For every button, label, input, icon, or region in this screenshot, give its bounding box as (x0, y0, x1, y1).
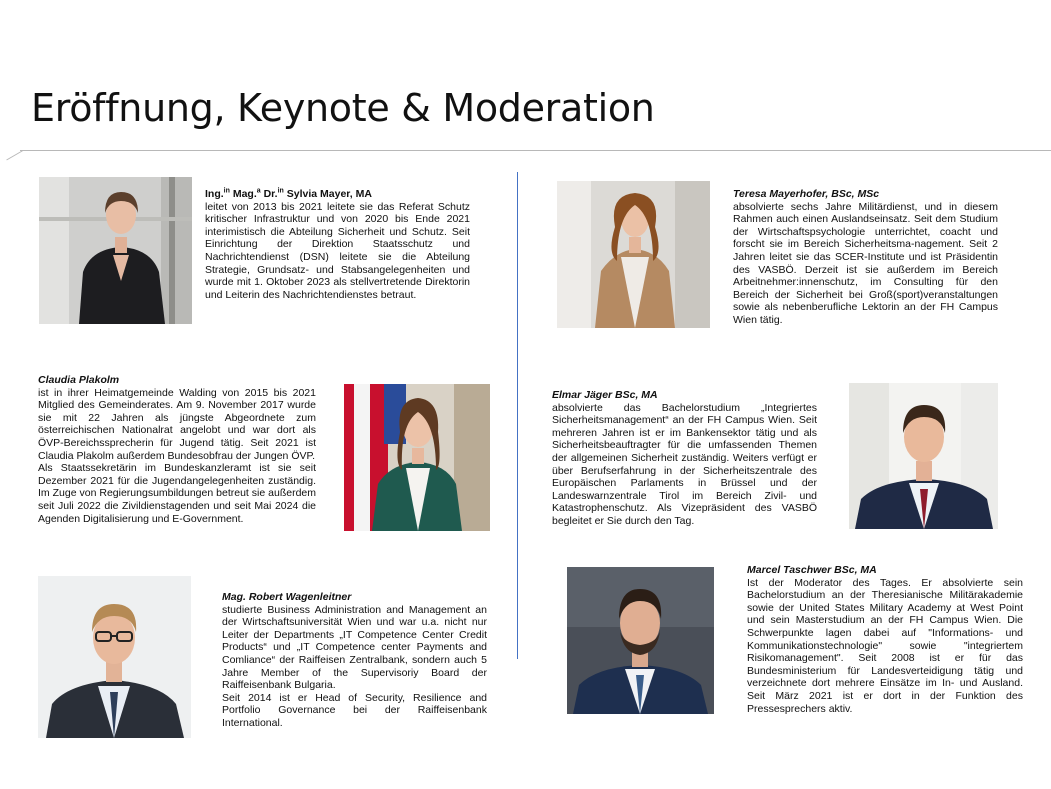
speaker-bio-text: studierte Business Administration and Management an der Wirtschaftsuniversität Wien und war u.a. nicht nur Leiter der Departments „IT Competence Center Credit Products“ und „IT Competence center Payments and Comliance“ der Raiffeisen Zentralbank, sondern auch 5 Jahre Member of the Supervisoriy Board der Raiffeisenbank Bulgaria. (222, 603, 487, 692)
speaker-bio-sylvia-mayer (205, 188, 470, 301)
speaker-photo-sylvia-mayer (39, 177, 192, 324)
title-underline (20, 150, 1051, 151)
title-underline-slant (6, 150, 23, 160)
speaker-photo-robert-wagenleitner (38, 576, 191, 738)
speaker-photo-teresa-mayerhofer (557, 181, 710, 328)
speaker-name: Elmar Jäger BSc, MA (552, 389, 658, 401)
speaker-bio-text: ist in ihrer Heimatgemeinde Walding von 2015 bis 2021 Mitglied des Gemeinderates. Am 9. November 2017 wurde sie mit 22 Jahren als jüngste Abgeordnete zum österreichischen Nationalrat angelobt und war dort als ÖVP-Bereichssprecherin für Jugend tätig. Seit 2021 ist Claudia Plakolm außerdem Bundesobfrau der Jungen ÖVP. (38, 386, 316, 462)
speaker-bio-robert-wagenleitner (222, 591, 487, 730)
speaker-bio-text: Ist der Moderator des Tages. Er absolvierte sein Bachelorstudium an der Theresianische Militärakademie sowie der United States Military Academy at West Point und sein Masterstudium an der FH Campus Wien. Die Schwerpunkte lagen dabei auf "Informations- und Kommunikationstechnologie" sowie "integriertem Risikomanagement". Seit 2008 ist er für das Bundesministerium für Landesverteidigung tätig und verzeichnete dort mehrere Einsätze im In- und Ausland. Seit März 2021 ist er dort in der Funktion des Pressesprechers aktiv. (747, 576, 1023, 715)
column-divider (517, 172, 518, 659)
speaker-bio-elmar-jaeger (552, 389, 817, 528)
speaker-name: Claudia Plakolm (38, 374, 120, 386)
speaker-name: Teresa Mayerhofer, BSc, MSc (733, 188, 880, 200)
speaker-bio-marcel-taschwer (747, 564, 1023, 715)
speaker-name: Ing.$^{in}$ Mag.$^a$ Dr.$^{in}$ Sylvia Mayer, MA (205, 187, 372, 200)
speaker-bio-text: absolvierte das Bachelorstudium „Integriertes Sicherheitsmanagement“ an der FH Campus Wien. Seit mehreren Jahren ist er im Bankensektor tätig und als Sicherheitsbeauftragter für die umfassenden Themen der allgemeinen Sicherheit zuständig. Weiters verfügt er über Berufserfahrung in der Sicherheitszentrale des Europäischen Parlaments in Brüssel und der Landeswarnzentrale Tirol im Bereich Zivil- und Katastrophenschutz. Als Vizepräsident des VASBÖ begleitet er Sie durch den Tag. (552, 401, 817, 527)
speaker-bio-teresa-mayerhofer (733, 188, 998, 327)
speaker-name: Mag. Robert Wagenleitner (222, 591, 352, 603)
speaker-name: Marcel Taschwer BSc, MA (747, 564, 877, 576)
speaker-bio-text: Als Staatssekretärin im Bundeskanzleramt ist sie seit Dezember 2021 für die Jugendangelegenheiten zuständig. Im Zuge von Regierungsumbildungen betreut sie außerdem seit Juli 2022 die Zivildienstagenden und seit Mai 2024 die Agenden Digitalisierung und E-Government. (38, 462, 316, 525)
page-title: Eröffnung, Keynote & Moderation (31, 86, 655, 130)
speaker-bio-text: absolvierte sechs Jahre Militärdienst, und in diesem Rahmen auch einen Auslandseinsatz. Seit dem Studium der Wirtschaftspsychologie unterrichtet, coacht und forscht sie im Bereich Sicherheitsma-nagement. Seit 2 Jahren leitet sie das SCER-Institute und ist Präsidentin des VASBÖ. Derzeit ist sie außerdem im Bereich Arbeitnehmer:innenschutz, im Consulting für den Bereich der Sicherheit bei Groß(sport)veranstaltungen sowie als nebenberufliche Lektorin an der FH Campus Wien tätig. (733, 200, 998, 326)
speaker-bio-text: Seit 2014 ist er Head of Security, Resilience and Portfolio Governance bei der Raiffeisenbank International. (222, 691, 487, 729)
speaker-photo-claudia-plakolm (344, 384, 490, 531)
speaker-bio-claudia-plakolm (38, 374, 316, 525)
speaker-bio-text: leitet von 2013 bis 2021 leitete sie das Referat Schutz kritischer Infrastruktur und von 2020 bis Ende 2021 interimistisch die Abteilung Sicherheit und Schutz. Seit Einrichtung der Direktion Staatsschutz und Nachrichtendienst (DSN) leitete sie die Abteilung Strategie, Grundsatz- und Stabsangelegenheiten und wurde mit 1. Oktober 2023 als stellvertretende Direktorin und Leiterin des Nachrichtendienstes betraut. (205, 200, 470, 301)
speaker-photo-elmar-jaeger (849, 383, 998, 529)
speaker-photo-marcel-taschwer (567, 567, 714, 714)
